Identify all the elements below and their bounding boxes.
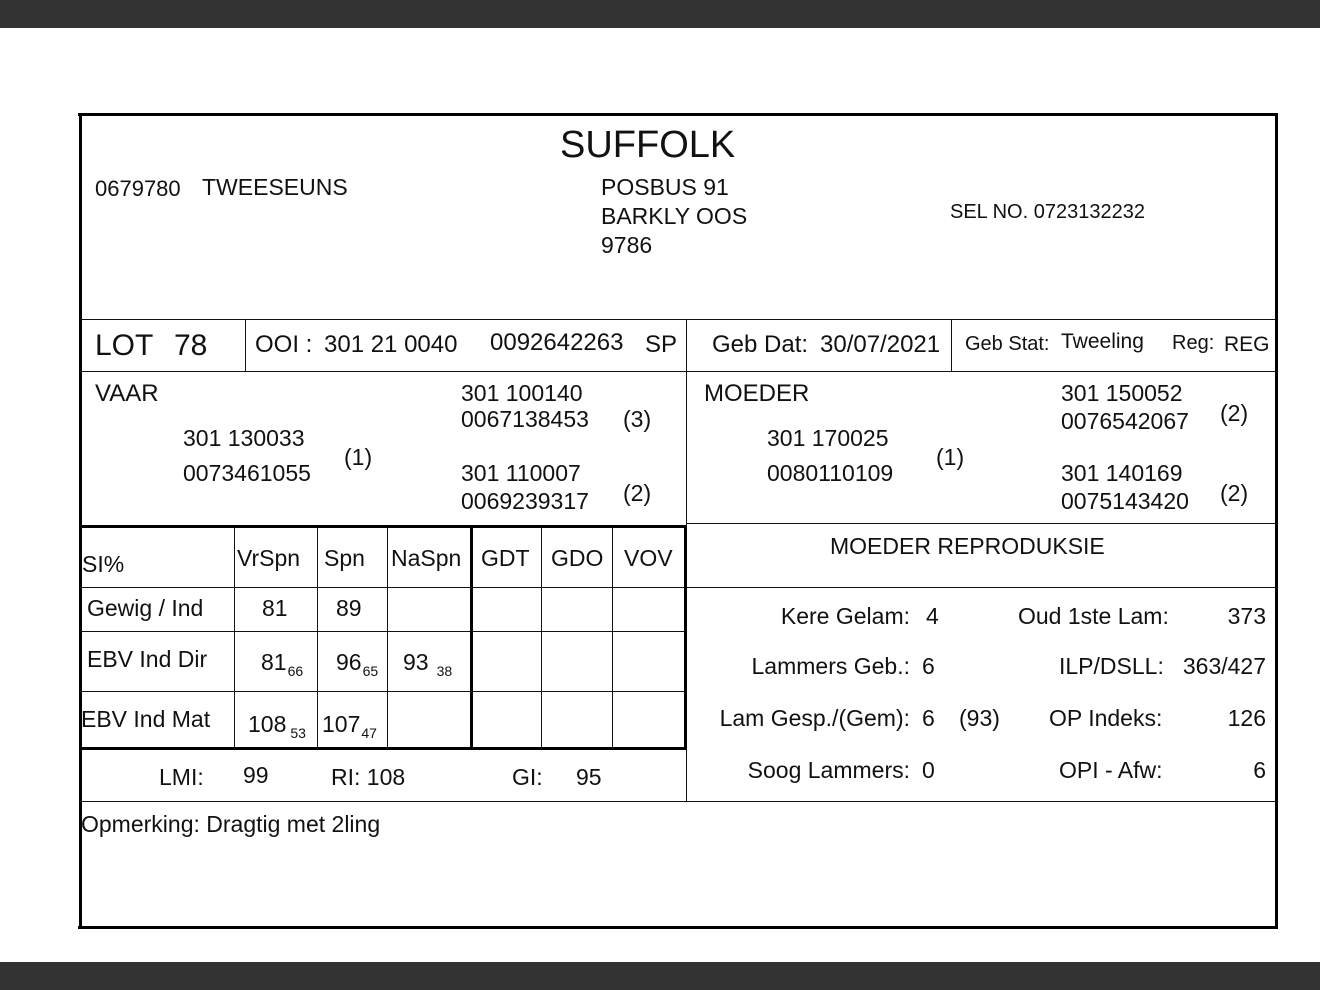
- lot-number: 78: [174, 329, 208, 362]
- dam-count: (1): [936, 444, 965, 470]
- address-line3: 9786: [601, 232, 653, 258]
- div-si-spn: [387, 527, 388, 748]
- frame-bottom: [78, 926, 1278, 929]
- si-value: 96: [336, 649, 362, 675]
- si-col-gdt: GDT: [481, 545, 530, 571]
- ooi-label: OOI :: [255, 331, 313, 358]
- sire-count: (1): [344, 444, 373, 470]
- bottom-bar: [0, 962, 1320, 990]
- frame-right: [1275, 113, 1278, 929]
- si-value: 81: [261, 649, 287, 675]
- sire-dam-reg: 0069239317: [461, 488, 589, 514]
- breed-title: SUFFOLK: [560, 124, 736, 166]
- dam-sire-count: (2): [1220, 400, 1249, 426]
- address-line2: BARKLY OOS: [601, 203, 748, 229]
- lammers-geb-label: Lammers Geb.:: [751, 653, 910, 679]
- dam-dam-count: (2): [1220, 480, 1249, 506]
- si-col-spn: Spn: [324, 545, 365, 571]
- si-cell-vrspn: [261, 649, 304, 679]
- si-value: 108: [248, 711, 287, 737]
- div-lot: [245, 319, 246, 371]
- dam-sire-reg: 0076542067: [1061, 408, 1189, 434]
- si-cell-spn: [336, 649, 379, 679]
- si-col-gdo: GDO: [551, 545, 604, 571]
- si-accuracy: 53: [290, 725, 306, 741]
- si-cell-vrspn: [248, 711, 306, 741]
- rule-si-header: [80, 587, 1276, 588]
- sire-reg: 0073461055: [183, 460, 311, 486]
- sel-no: SEL NO. 0723132232: [950, 201, 1145, 223]
- div-si-vov: [684, 527, 687, 748]
- birth-status-value: Tweeling: [1061, 330, 1144, 353]
- ilp-label: ILP/DSLL:: [1059, 653, 1164, 679]
- si-corner: SI%: [82, 551, 125, 577]
- dam-sire-id: 301 150052: [1061, 380, 1183, 406]
- ilp-value: 363/427: [1182, 653, 1266, 679]
- opi-label: OPI - Afw:: [1059, 757, 1163, 783]
- frame-top: [78, 113, 1278, 116]
- dam-dam-id: 301 140169: [1061, 460, 1183, 486]
- sire-id: 301 130033: [183, 425, 305, 451]
- si-cell-vrspn: 81: [262, 595, 288, 621]
- op-value: 126: [1227, 705, 1266, 731]
- sire-dam-id: 301 110007: [461, 460, 581, 486]
- reproduction-title: MOEDER REPRODUKSIE: [830, 533, 1105, 559]
- rule-pedigree-right: [686, 523, 1276, 524]
- sire-label: VAAR: [95, 380, 159, 407]
- rule-si-row1: [80, 631, 686, 632]
- div-gebstat: [951, 319, 952, 371]
- si-cell-spn: [322, 711, 377, 741]
- reg-label: Reg:: [1172, 332, 1215, 354]
- rule-header: [80, 319, 1276, 320]
- si-col-vov: VOV: [624, 545, 673, 571]
- soog-label: Soog Lammers:: [747, 757, 910, 783]
- si-col-vrspn: VrSpn: [237, 545, 301, 571]
- op-label: OP Indeks:: [1049, 705, 1163, 731]
- si-accuracy: 65: [362, 663, 379, 679]
- frame-left: [79, 113, 82, 929]
- lam-gesp-value: 6: [922, 705, 935, 731]
- div-si-gdt: [541, 527, 542, 748]
- lammers-geb-value: 6: [922, 653, 935, 679]
- div-si-naspn: [470, 527, 473, 748]
- si-accuracy: 66: [287, 663, 304, 679]
- sire-dam-count: (2): [623, 480, 652, 506]
- si-row-label: EBV Ind Dir: [87, 646, 208, 672]
- rule-lot: [80, 371, 1276, 372]
- si-accuracy: 47: [361, 725, 377, 741]
- sire-sire-reg: 0067138453: [461, 406, 589, 432]
- breeder-name: TWEESEUNS: [202, 174, 348, 200]
- lmi-value: 99: [243, 762, 269, 788]
- lmi-label: LMI:: [159, 764, 204, 790]
- breeder-code: 0679780: [95, 176, 181, 201]
- gi-label: GI:: [512, 764, 543, 790]
- si-value: 107: [322, 711, 361, 737]
- remark: Opmerking: Dragtig met 2ling: [81, 811, 381, 837]
- rule-pedigree-left: [80, 525, 686, 528]
- lam-gesp-label: Lam Gesp./(Gem):: [719, 705, 910, 731]
- kere-gelam-label: Kere Gelam:: [780, 603, 910, 629]
- si-cell-naspn: [403, 649, 453, 679]
- kere-gelam-value: 4: [926, 603, 939, 629]
- lot-label: LOT: [95, 329, 154, 362]
- ooi-suffix: SP: [645, 331, 678, 358]
- rule-indices: [80, 801, 1276, 802]
- birth-status-label: Geb Stat:: [965, 333, 1050, 355]
- oud-value: 373: [1227, 603, 1266, 629]
- dam-reg: 0080110109: [767, 460, 894, 486]
- birth-label: Geb Dat:: [712, 331, 809, 358]
- dam-id: 301 170025: [767, 425, 889, 451]
- ri-value: RI: 108: [331, 764, 406, 790]
- ooi-reg: 0092642263: [490, 329, 624, 356]
- soog-value: 0: [922, 757, 935, 783]
- sire-sire-id: 301 100140: [461, 380, 583, 406]
- si-row-label: EBV Ind Mat: [81, 706, 211, 732]
- top-bar: [0, 0, 1320, 28]
- address-line1: POSBUS 91: [601, 174, 729, 200]
- ooi-id: 301 21 0040: [324, 331, 458, 358]
- oud-label: Oud 1ste Lam:: [1018, 603, 1169, 629]
- si-accuracy: 38: [436, 663, 453, 679]
- dam-dam-reg: 0075143420: [1061, 488, 1189, 514]
- lam-gesp-gem: (93): [959, 705, 1000, 731]
- div-si-vrspn: [317, 527, 318, 748]
- si-value: 93: [403, 649, 429, 675]
- div-si-gdo: [612, 527, 613, 748]
- opi-value: 6: [1253, 757, 1266, 783]
- div-si-label: [234, 527, 235, 748]
- gi-value: 95: [576, 764, 602, 790]
- birth-date: 30/07/2021: [820, 331, 941, 358]
- si-col-naspn: NaSpn: [391, 545, 462, 571]
- reg-value: REG: [1224, 333, 1270, 356]
- dam-label: MOEDER: [704, 380, 810, 407]
- si-row-label: Gewig / Ind: [87, 595, 204, 621]
- rule-si-bottom: [80, 747, 686, 750]
- sire-sire-count: (3): [623, 406, 652, 432]
- si-cell-spn: 89: [336, 595, 362, 621]
- rule-si-row2: [80, 691, 686, 692]
